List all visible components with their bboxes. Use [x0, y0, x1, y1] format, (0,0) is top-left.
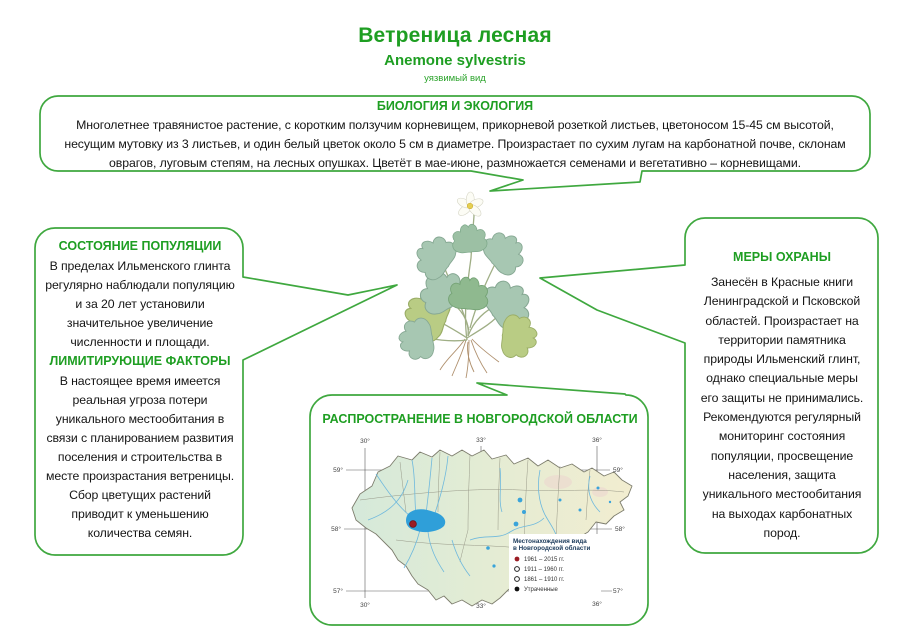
lat-label: 57°	[613, 588, 623, 595]
distribution-header: РАСПРОСТРАНЕНИЕ В НОВГОРОДСКОЙ ОБЛАСТИ	[322, 412, 638, 426]
limiting-factors-body: В настоящее время имеется реальная угроза потери уникального местообитания в связи с планированием развития поселения и строительства в месте произрастания ветреницы. Сбор цветущих растений приводит к уменьшению количества семян.	[45, 374, 235, 540]
plant-illustration	[396, 187, 539, 378]
biology-body: Многолетнее травянистое растение, с коротким ползучим корневищем, прикорневой розеткой листьев, цветоносом 15-45 см высотой, несущим мутовку из 3 листьев, и один белый цветок около 5 см в диаметре. Произрастает по сухим лугам на карбонатной почве, склонам оврагов, луговым степям, на лесных опушках. Цветёт в мае-июне, размножается семенами и вегетативно – корневищами.	[64, 118, 846, 170]
status-label: уязвимый вид	[424, 73, 486, 84]
protection-body: Занесён в Красные книги Ленинградской и Псковской областей. Произрастает на территории памятника природы Ильменский глинт, однако специальные меры его защиты не принимались. Рекомендуются регулярный мониторинг состояния популяции, просвещение населения, защита уникального местообитания на выходах карбонатных пород.	[700, 275, 864, 540]
page-title: Ветреница лесная	[358, 24, 552, 47]
lat-label: 58°	[615, 526, 625, 533]
plant-leaves	[396, 223, 539, 363]
legend-label: 1961 – 2015 гг.	[524, 557, 565, 563]
protection-box	[697, 250, 867, 543]
lon-label: 33°	[476, 437, 486, 444]
legend-title: Местонахождения вида	[513, 538, 587, 545]
population-box	[45, 237, 235, 543]
legend-label: 1861 – 1910 гг.	[524, 577, 565, 583]
plant-roots	[440, 339, 499, 378]
biology-box	[55, 99, 855, 173]
legend-symbol-open-circle	[515, 577, 520, 582]
lon-label: 30°	[360, 438, 370, 445]
plant-flower	[451, 187, 490, 226]
biology-header: БИОЛОГИЯ И ЭКОЛОГИЯ	[376, 99, 534, 113]
species-record-dot	[410, 521, 417, 528]
distribution-box-header	[315, 412, 645, 429]
lat-label: 57°	[333, 588, 343, 595]
map-legend	[509, 534, 601, 600]
limiting-factors-header: ЛИМИТИРУЮЩИЕ ФАКТОРЫ	[49, 354, 231, 368]
lon-label: 33°	[476, 603, 486, 610]
protection-header: МЕРЫ ОХРАНЫ	[733, 250, 831, 264]
latin-name: Anemone sylvestris	[384, 52, 526, 69]
lon-label: 36°	[592, 437, 602, 444]
lon-label: 36°	[592, 601, 602, 608]
lat-label: 58°	[331, 526, 341, 533]
legend-symbol-open-circle	[515, 567, 520, 572]
legend-symbol-black-dot	[515, 587, 520, 592]
legend-symbol-red-dot	[515, 557, 520, 562]
lon-label: 30°	[360, 602, 370, 609]
lat-label: 59°	[613, 467, 623, 474]
lat-label: 59°	[333, 467, 343, 474]
legend-label: Утраченные	[524, 587, 558, 593]
population-header: СОСТОЯНИЕ ПОПУЛЯЦИИ	[58, 239, 222, 253]
legend-title: в Новгородской области	[513, 545, 591, 552]
legend-label: 1911 – 1960 гг.	[524, 567, 564, 573]
population-body: В пределах Ильменского глинта регулярно наблюдали популяцию и за 20 лет установили значительное увеличение численности и площади.	[45, 259, 235, 349]
